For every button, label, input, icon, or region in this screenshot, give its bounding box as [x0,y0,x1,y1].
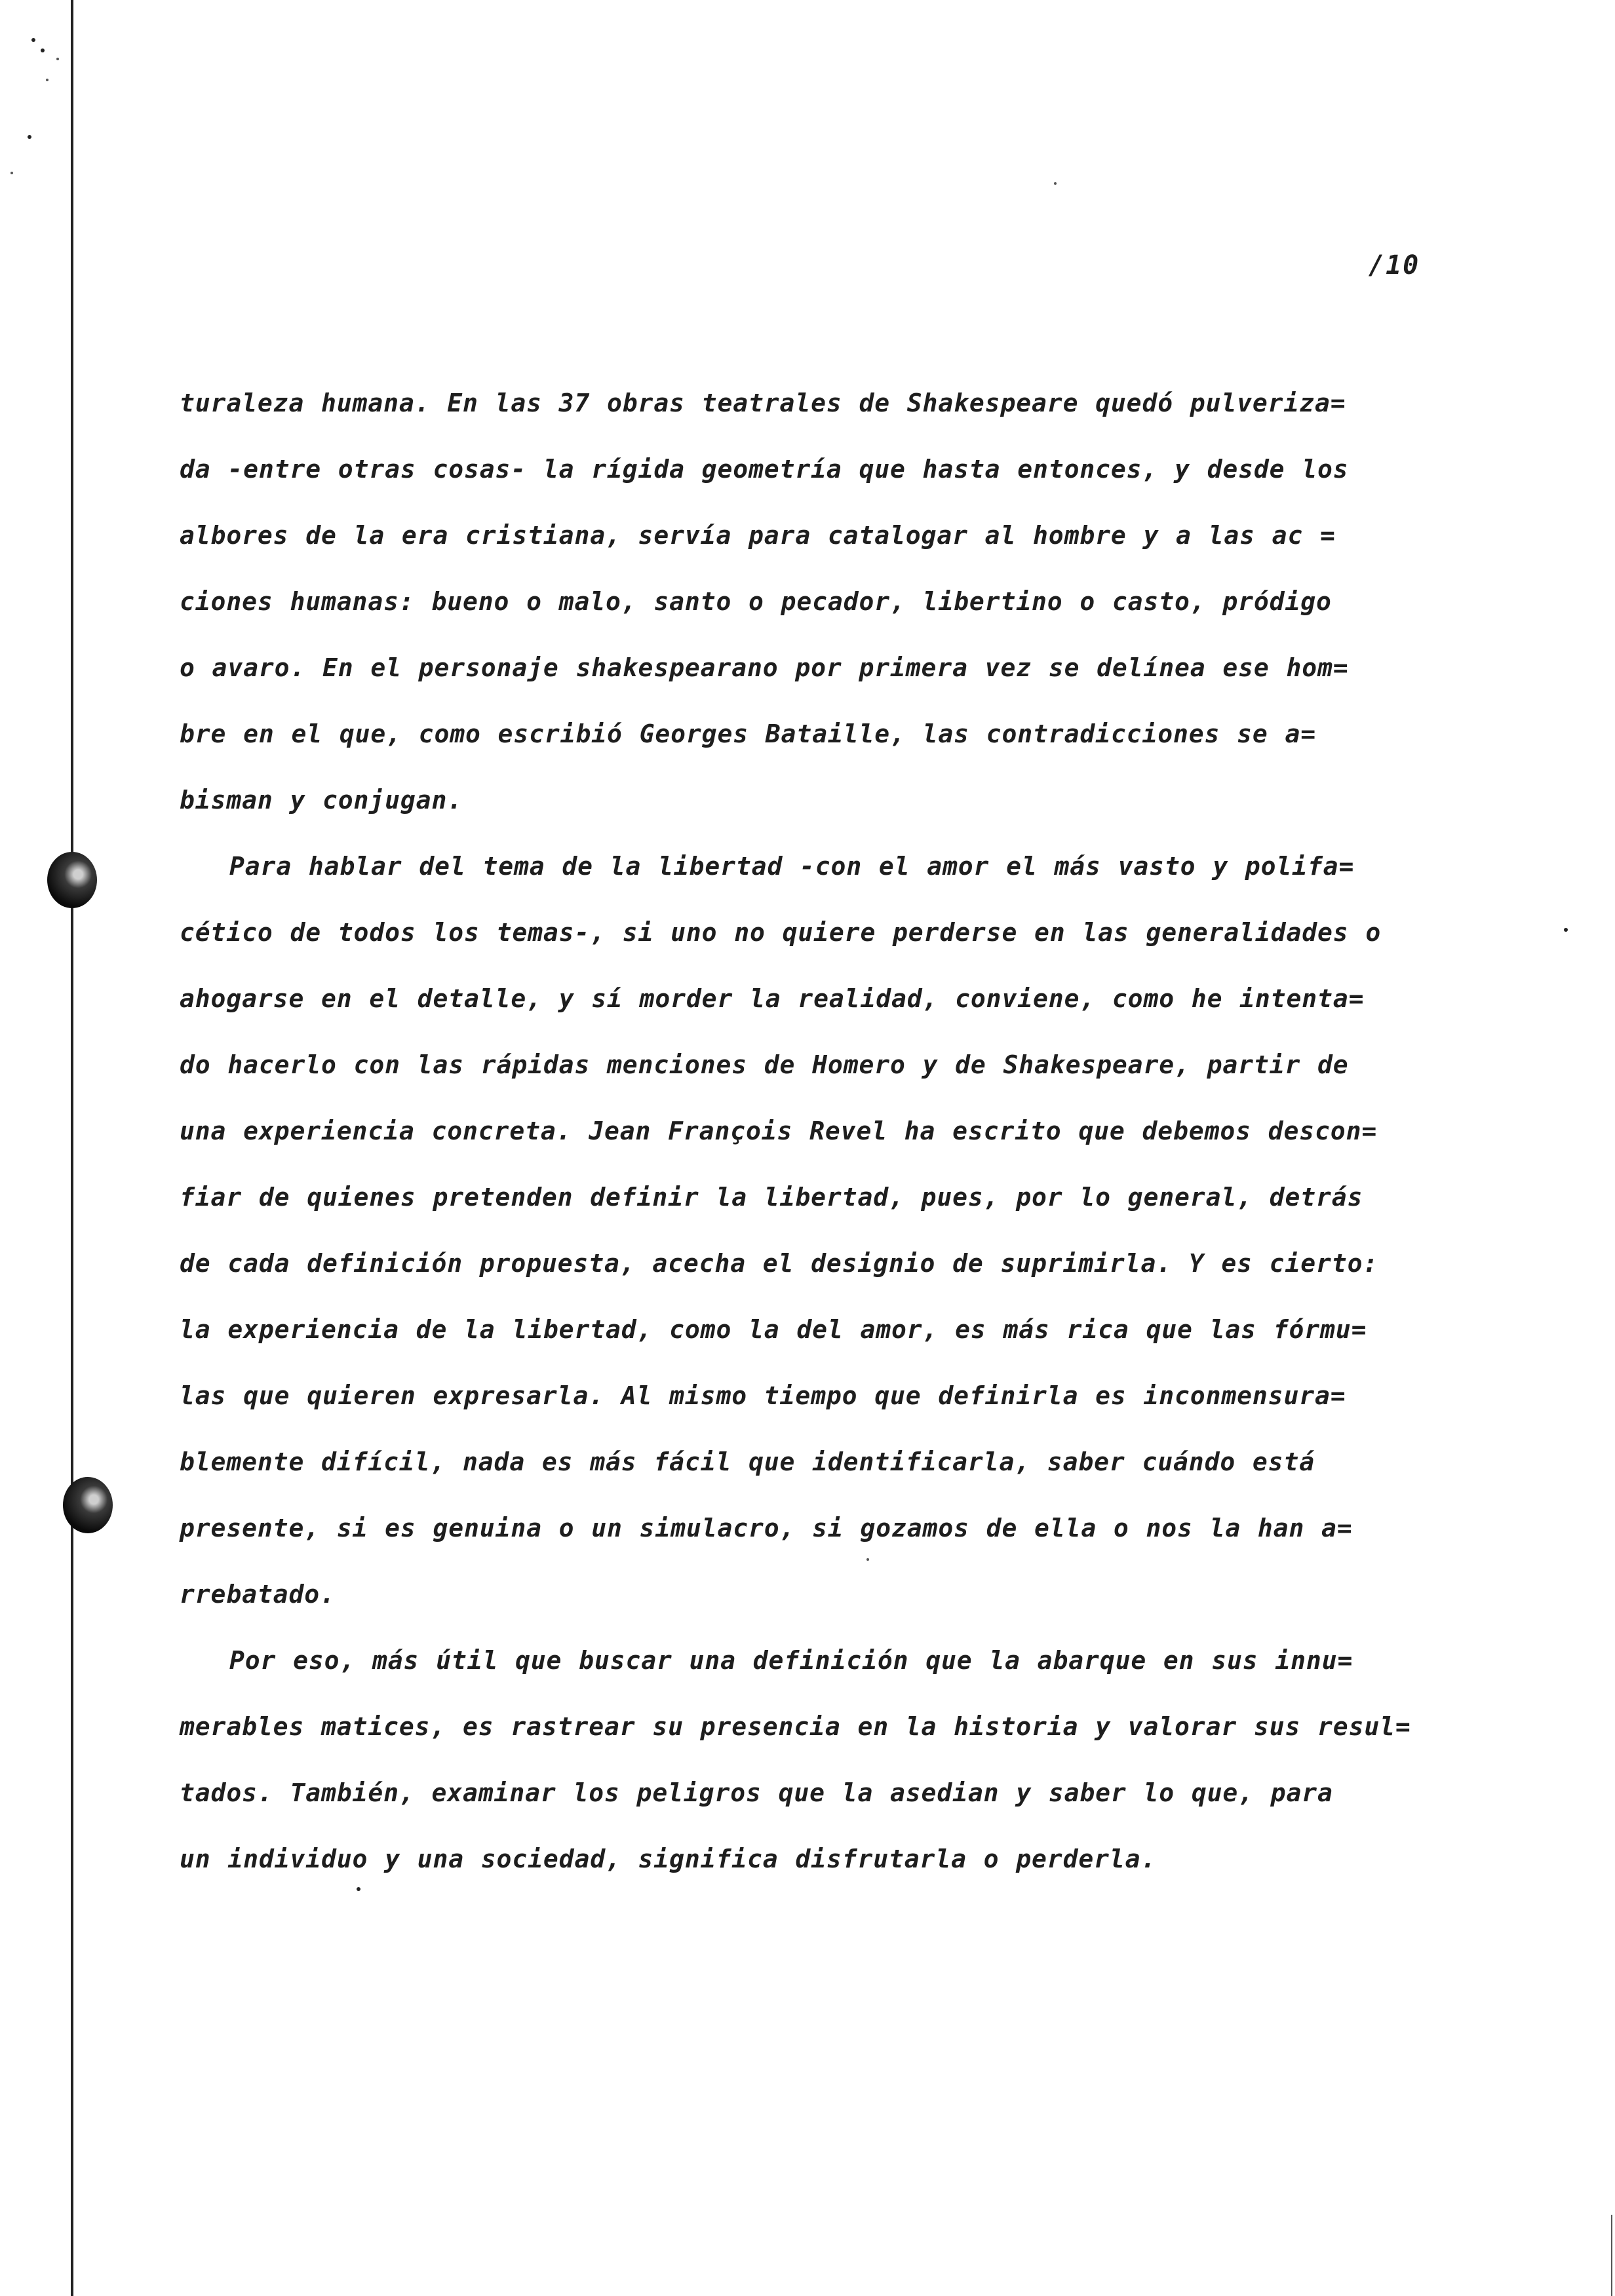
text-line: tados. También, examinar los peligros que la asedian y saber lo que, para [180,1778,1333,1807]
text-line: rrebatado. [180,1580,336,1609]
text-line: o avaro. En el personaje shakespearano por primera vez se delínea ese hom= [180,653,1349,682]
text-line: la experiencia de la libertad, como la del amor, es más rica que las fórmu= [180,1315,1367,1344]
text-line: ahogarse en el detalle, y sí morder la realidad, conviene, como he intenta= [180,984,1365,1013]
punch-hole-top [47,852,97,908]
paragraph [180,833,1504,1628]
page-number: /10 [1369,250,1420,280]
text-line: blemente difícil, nada es más fácil que identificarla, saber cuándo está [180,1447,1315,1476]
text-line: bisman y conjugan. [180,786,463,814]
body-text [180,370,1504,1892]
text-line: de cada definición propuesta, acecha el designio de suprimirla. Y es cierto: [180,1249,1379,1278]
text-line: las que quieren expresarla. Al mismo tiempo que definirla es inconmensura= [180,1381,1346,1410]
scan-speck [56,58,59,60]
scan-speck [28,135,31,139]
text-line: cético de todos los temas-, si uno no quiere perderse en las generalidades o [180,918,1382,947]
scan-speck [31,38,35,42]
page-edge-line [1611,2215,1612,2296]
paragraph [180,1628,1504,1892]
text-line: da -entre otras cosas- la rígida geometría que hasta entonces, y desde los [180,455,1349,484]
text-line: ciones humanas: bueno o malo, santo o pecador, libertino o casto, pródigo [180,587,1332,616]
scan-speck [10,172,13,174]
text-line: fiar de quienes pretenden definir la libertad, pues, por lo general, detrás [180,1183,1363,1212]
text-line: Por eso, más útil que buscar una definición que la abarque en sus innu= [229,1646,1353,1675]
scan-speck [41,48,45,52]
binding-margin-line [71,0,73,2296]
text-line: albores de la era cristiana, servía para catalogar al hombre y a las ac = [180,521,1336,550]
paragraph [180,370,1504,833]
scan-speck [1054,182,1057,185]
scan-speck [46,79,49,81]
text-line: Para hablar del tema de la libertad -con el amor el más vasto y polifa= [229,852,1355,881]
text-line: bre en el que, como escribió Georges Bataille, las contradicciones se a= [180,719,1317,748]
punch-hole-bottom [63,1477,113,1533]
text-line: una experiencia concreta. Jean François Revel ha escrito que debemos descon= [180,1117,1378,1145]
text-line: merables matices, es rastrear su presencia en la historia y valorar sus resul= [180,1712,1411,1741]
text-line: un individuo y una sociedad, significa disfrutarla o perderla. [180,1845,1157,1873]
text-line: turaleza humana. En las 37 obras teatrales de Shakespeare quedó pulveriza= [180,389,1346,417]
text-line: do hacerlo con las rápidas menciones de Homero y de Shakespeare, partir de [180,1050,1349,1079]
scan-speck [1564,928,1568,932]
text-line: presente, si es genuina o un simulacro, si gozamos de ella o nos la han a= [180,1514,1353,1542]
